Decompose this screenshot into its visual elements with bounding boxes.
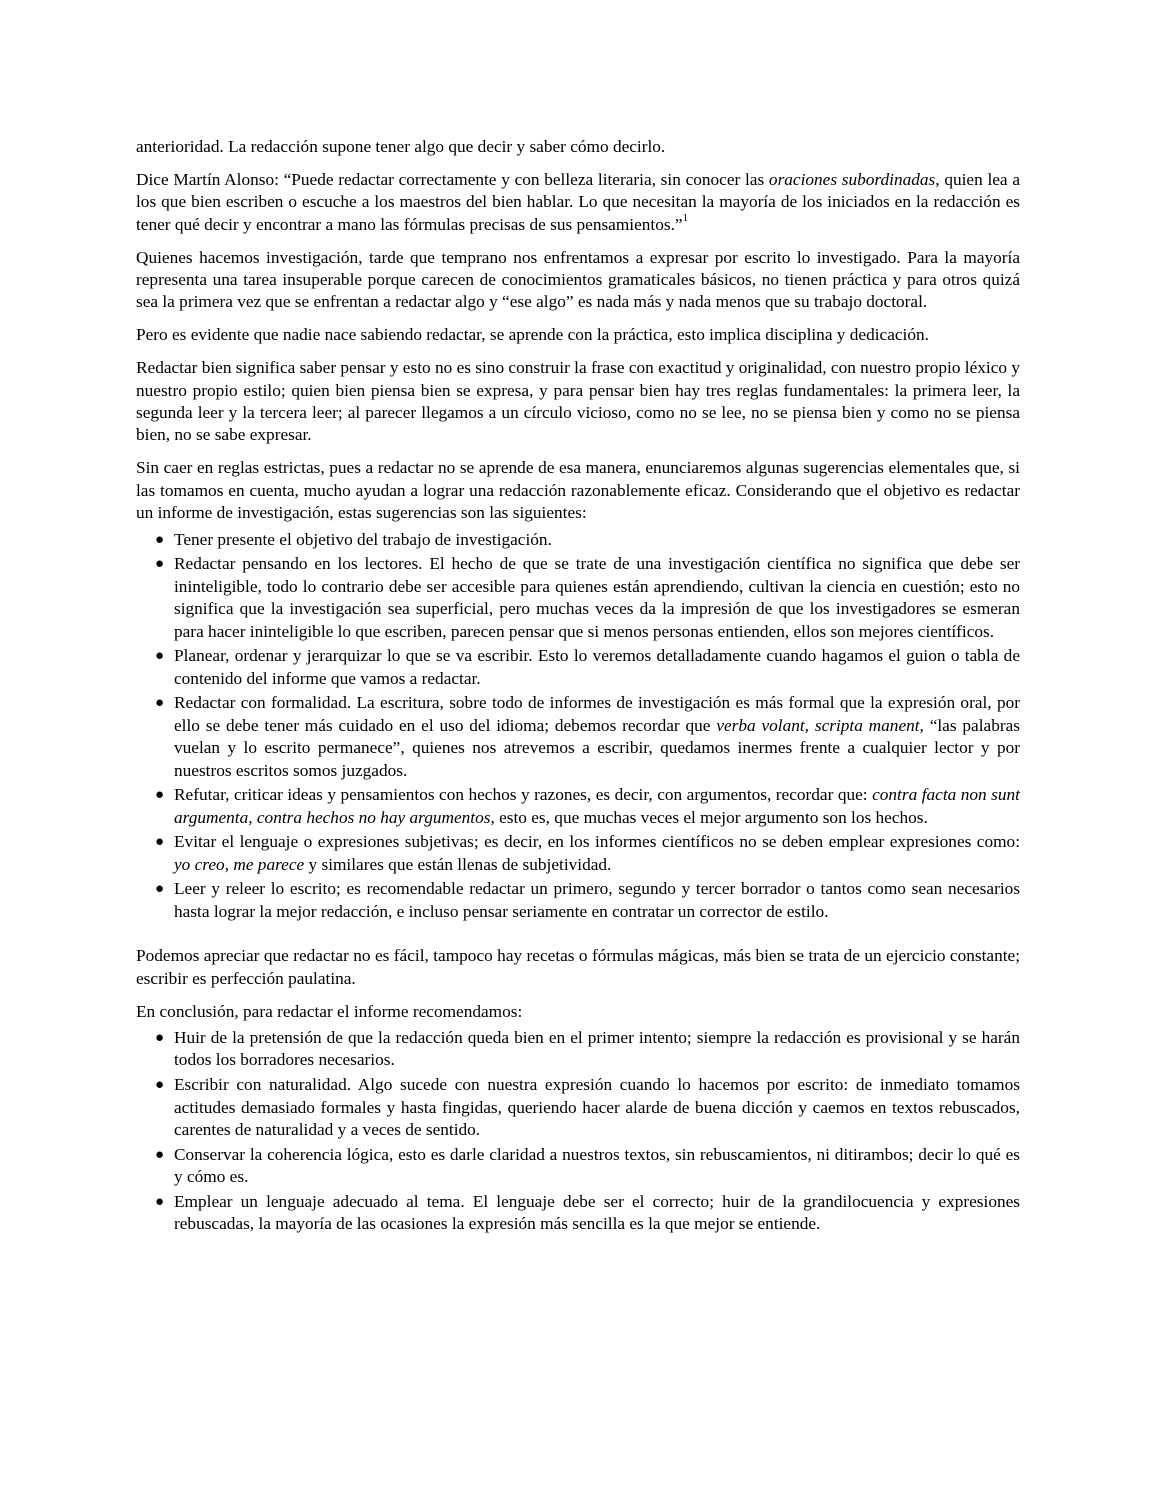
list-item-text: Redactar con formalidad. La escritura, sobre todo de informes de investigación es más formal que la expresión oral, por ello se debe tener más cuidado en el uso del idioma; debemos recordar que xyxy=(174,693,1020,735)
paragraph-3: Quienes hacemos investigación, tarde que temprano nos enfrentamos a expresar por escrito lo investigado. Para la mayoría representa una tarea insuperable porque carecen de conocimientos gramaticales básicos, no tienen práctica y para otros quizá sea la primera vez que se enfrentan a redactar algo y “ese algo” es nada más y nada menos que su trabajo doctoral. xyxy=(136,247,1020,312)
list-item-text: Conservar la coherencia lógica, esto es darle claridad a nuestros textos, sin rebuscamientos, ni ditirambos; decir lo qué es y cómo es. xyxy=(174,1144,1020,1187)
list-item-italic: contra facta non sunt argumenta, contra hechos no hay argumentos xyxy=(174,785,1020,827)
list-item-italic: yo creo, me parece xyxy=(174,854,305,874)
bullet-icon: ● xyxy=(155,1077,165,1094)
recommendations-list xyxy=(136,1027,1020,1236)
list-item-text: “las palabras vuelan y lo escrito permanece”, quienes nos atrevemos a escribir, quedamos inermes frente a cualquier lector y por nuestros escritos somos juzgados. xyxy=(174,715,1020,780)
list-item xyxy=(155,1144,1020,1189)
list-item xyxy=(155,1074,1020,1141)
list-item-text: Escribir con naturalidad. Algo sucede con nuestra expresión cuando lo hacemos por escrito: de inmediato tomamos actitudes demasiado formales y hasta fingidas, queriendo hacer alarde de buena dicción y caemos en textos rebuscados, carentes de naturalidad y a veces de sentido. xyxy=(174,1075,1020,1139)
bullet-icon: ● xyxy=(155,787,165,804)
bullet-icon: ● xyxy=(155,1146,165,1163)
list-item-text: Refutar, criticar ideas y pensamientos con hechos y razones, es decir, con argumentos, recordar que: xyxy=(174,785,873,805)
list-item xyxy=(155,831,1020,876)
list-item xyxy=(155,553,1020,643)
list-item-text: Emplear un lenguaje adecuado al tema. El lenguaje debe ser el correcto; huir de la grandilocuencia y expresiones rebuscadas, la mayoría de las ocasiones la expresión más sencilla es la que mejor se entiende. xyxy=(174,1191,1020,1234)
list-item-text: Huir de la pretensión de que la redacción queda bien en el primer intento; siempre la redacción es provisional y se harán todos los borradores necesarios. xyxy=(174,1028,1020,1070)
list-item-text: Redactar pensando en los lectores. El hecho de que se trate de una investigación científica no significa que debe ser ininteligible, todo lo contrario debe ser accesible para quienes están aprendiendo, cultivan la ciencia en cuestión; esto no significa que la investigación sea superficial, pero muchas veces da la impresión de que los investigadores se esmeran para hacer ininteligible lo que escriben, parecen pensar que si menos personas entienden, ellos son mejores científicos. xyxy=(174,554,1020,641)
list-item xyxy=(155,784,1020,829)
bullet-icon: ● xyxy=(155,1030,165,1046)
list-item-text: Evitar el lenguaje o expresiones subjetivas; es decir, en los informes científicos no se deben emplear expresiones como: xyxy=(174,832,1020,852)
quote-text-start: Dice Martín Alonso: “Puede redactar correctamente y con belleza literaria, sin conocer las xyxy=(136,169,769,189)
paragraph-5: Redactar bien significa saber pensar y esto no es sino construir la frase con exactitud y originalidad, con nuestro propio léxico y nuestro propio estilo; quien bien piensa bien se expresa, y para pensar bien hay tres reglas fundamentales: la primera leer, la segunda leer y la tercera leer; al parecer llegamos a un círculo vicioso, como no se lee, no se piensa bien y como no se piensa bien, no se sabe expresar. xyxy=(136,358,1020,445)
paragraph-8: En conclusión, para redactar el informe recomendamos: xyxy=(136,1001,523,1021)
list-item-text: Planear, ordenar y jerarquizar lo que se va escribir. Esto lo veremos detalladamente cuando hagamos el guion o tabla de contenido del informe que vamos a redactar. xyxy=(174,646,1020,688)
paragraph-6: Sin caer en reglas estrictas, pues a redactar no se aprende de esa manera, enunciaremos algunas sugerencias elementales que, si las tomamos en cuenta, mucho ayudan a lograr una redacción razonablemente eficaz. Considerando que el objetivo es redactar un informe de investigación, estas sugerencias son las siguientes: xyxy=(136,458,1020,523)
bullet-icon: ● xyxy=(155,881,165,898)
list-item-text: y similares que están llenas de subjetividad. xyxy=(304,854,612,874)
suggestions-list xyxy=(136,529,1020,924)
bullet-icon: ● xyxy=(155,695,165,712)
quote-italic-term: oraciones subordinadas xyxy=(768,169,936,189)
bullet-icon: ● xyxy=(155,556,165,573)
list-item-text: Tener presente el objetivo del trabajo de investigación. xyxy=(174,529,552,549)
list-item-text: Leer y releer lo escrito; es recomendable redactar un primero, segundo y tercer borrador o tantos como sean necesarios hasta lograr la mejor redacción, e incluso pensar seriamente en contratar un corrector de estilo. xyxy=(174,879,1020,921)
list-item xyxy=(155,529,1020,551)
paragraph-2-quote xyxy=(136,169,1020,236)
list-item xyxy=(155,692,1020,782)
list-item xyxy=(155,878,1020,923)
footnote-marker[interactable]: 1 xyxy=(682,211,689,224)
list-item-italic: verba volant, scripta manent, xyxy=(716,715,924,735)
paragraph-1: anterioridad. La redacción supone tener algo que decir y saber cómo decirlo. xyxy=(136,137,666,156)
document-page xyxy=(136,136,1020,1238)
bullet-icon: ● xyxy=(155,834,165,851)
quote-text-end: , quien lea a los que bien escriben o escuche a los maestros del bien hablar. Lo que necesitan la mayoría de los iniciados en la redacción es tener qué decir y encontrar a mano las fórmulas precisas de sus pensamientos.” xyxy=(136,169,1020,234)
bullet-icon: ● xyxy=(155,1193,165,1210)
paragraph-4: Pero es evidente que nadie nace sabiendo redactar, se aprende con la práctica, esto implica disciplina y dedicación. xyxy=(136,325,929,345)
bullet-icon: ● xyxy=(155,531,165,548)
list-item xyxy=(155,1191,1020,1236)
list-item xyxy=(155,645,1020,690)
list-item-text: , esto es, que muchas veces el mejor argumento son los hechos. xyxy=(490,807,928,827)
list-item xyxy=(155,1027,1020,1072)
bullet-icon: ● xyxy=(155,648,165,665)
paragraph-7: Podemos apreciar que redactar no es fácil, tampoco hay recetas o fórmulas mágicas, más bien se trata de un ejercicio constante; escribir es perfección paulatina. xyxy=(136,946,1020,988)
